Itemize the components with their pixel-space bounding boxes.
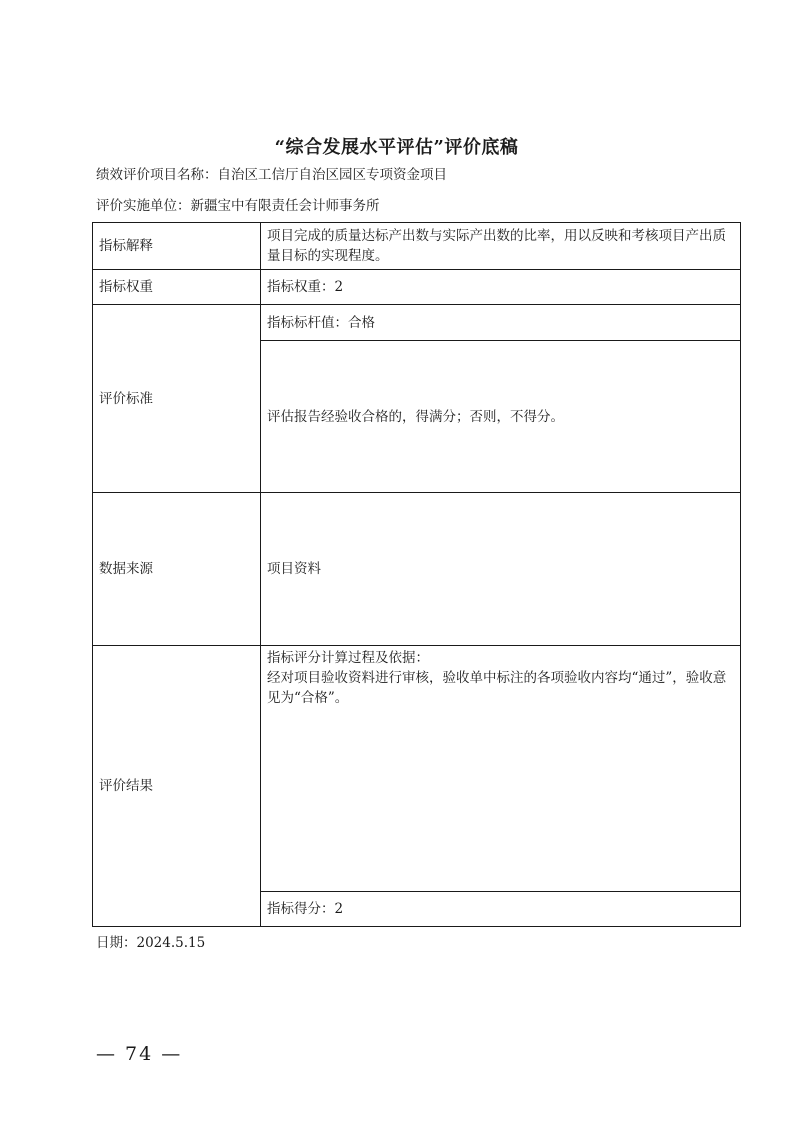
document-date: 日期：2024.5.15: [96, 935, 206, 951]
indicator-weight-value: 指标权重：2: [261, 270, 741, 305]
evaluation-standard-criteria: 评估报告经验收合格的，得满分；否则，不得分。: [261, 341, 741, 493]
evaluation-result-label: 评价结果: [93, 646, 261, 927]
process-heading: 指标评分计算过程及依据：: [267, 650, 429, 666]
process-text: 经对项目验收资料进行审核，验收单中标注的各项验收内容均“通过”，验收意见为“合格”。: [267, 670, 727, 706]
page-number: — 74 —: [96, 1043, 183, 1065]
data-source-value: 项目资料: [261, 493, 741, 646]
row-indicator-explanation: [93, 223, 741, 270]
data-source-label: 数据来源: [93, 493, 261, 646]
evaluation-standard-benchmark: 指标标杆值：合格: [261, 305, 741, 341]
evaluation-result-process: [261, 646, 741, 892]
implementing-unit: 评价实施单位：新疆宝中有限责任会计师事务所: [96, 198, 380, 214]
project-name: 绩效评价项目名称：自治区工信厅自治区园区专项资金项目: [96, 167, 447, 183]
document-title: “综合发展水平评估”评价底稿: [274, 137, 519, 158]
indicator-explanation-value: 项目完成的质量达标产出数与实际产出数的比率，用以反映和考核项目产出质量目标的实现程度。: [261, 223, 741, 270]
evaluation-standard-label: 评价标准: [93, 305, 261, 493]
row-indicator-weight: [93, 270, 741, 305]
row-evaluation-result-process: [93, 646, 741, 892]
row-evaluation-standard-benchmark: [93, 305, 741, 341]
evaluation-table: [92, 222, 741, 927]
indicator-weight-label: 指标权重: [93, 270, 261, 305]
indicator-explanation-label: 指标解释: [93, 223, 261, 270]
evaluation-result-score: 指标得分：2: [261, 892, 741, 927]
row-data-source: [93, 493, 741, 646]
